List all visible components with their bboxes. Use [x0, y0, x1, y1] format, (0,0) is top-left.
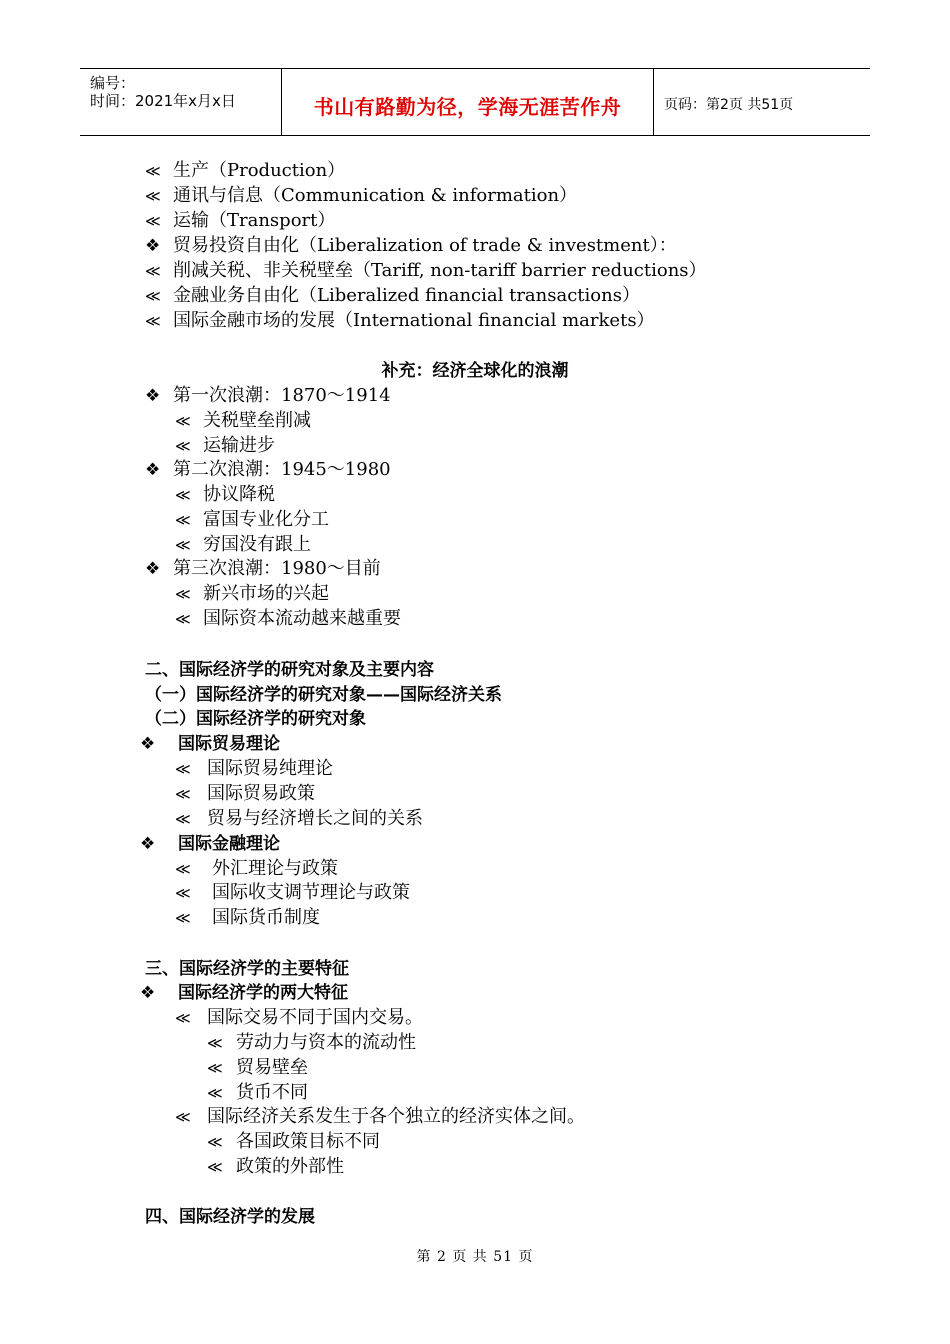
arrow-bullet-icon: ≪ [175, 536, 191, 554]
list-item: ≪ 贸易壁垒 [207, 1057, 308, 1078]
diamond-bullet-icon: ❖ [145, 559, 161, 579]
arrow-bullet-icon: ≪ [175, 511, 191, 529]
section-heading: 二、国际经济学的研究对象及主要内容 [145, 660, 434, 680]
list-item: ≪ 劳动力与资本的流动性 [207, 1032, 416, 1053]
arrow-bullet-icon: ≪ [207, 1084, 223, 1102]
diamond-bullet-icon: ❖ [140, 983, 156, 1003]
list-item: ≪ 各国政策目标不同 [207, 1131, 380, 1152]
arrow-bullet-icon: ≪ [175, 486, 191, 504]
list-item: ≪ 通讯与信息（Communication & information） [145, 185, 578, 206]
list-item: ≪ 富国专业化分工 [175, 509, 329, 530]
subsection-heading: （二）国际经济学的研究对象 [145, 709, 366, 729]
arrow-bullet-icon: ≪ [207, 1034, 223, 1052]
list-item: ≪ 穷国没有跟上 [175, 534, 311, 555]
list-item: ≪ 削减关税、非关税壁垒（Tariff, non-tariff barrier reductions） [145, 260, 707, 281]
diamond-bullet-icon: ❖ [145, 460, 161, 480]
list-item: ❖ 国际金融理论 [140, 834, 280, 854]
arrow-bullet-icon: ≪ [175, 884, 191, 902]
arrow-bullet-icon: ≪ [175, 1009, 191, 1027]
arrow-bullet-icon: ≪ [175, 1108, 191, 1126]
list-item: ❖ 第一次浪潮：1870～1914 [145, 385, 391, 406]
list-item: ≪ 运输（Transport） [145, 210, 336, 231]
header-meta [80, 69, 282, 135]
list-item: ≪ 新兴市场的兴起 [175, 583, 329, 604]
arrow-bullet-icon: ≪ [175, 412, 191, 430]
list-item: ❖ 国际经济学的两大特征 [140, 983, 348, 1003]
arrow-bullet-icon: ≪ [207, 1059, 223, 1077]
list-item: ≪ 货币不同 [207, 1082, 308, 1103]
diamond-bullet-icon: ❖ [145, 386, 161, 406]
arrow-bullet-icon: ≪ [207, 1158, 223, 1176]
section-heading: 三、国际经济学的主要特征 [145, 959, 349, 979]
header-table [80, 68, 870, 136]
list-item: ≪ 政策的外部性 [207, 1156, 344, 1177]
arrow-bullet-icon: ≪ [145, 162, 161, 180]
list-item: ❖ 第二次浪潮：1945～1980 [145, 459, 391, 480]
list-item: ❖ 第三次浪潮：1980～目前 [145, 558, 381, 579]
arrow-bullet-icon: ≪ [175, 860, 191, 878]
arrow-bullet-icon: ≪ [145, 287, 161, 305]
header-page-cell [654, 69, 870, 135]
arrow-bullet-icon: ≪ [175, 437, 191, 455]
arrow-bullet-icon: ≪ [175, 810, 191, 828]
list-item: ≪ 国际交易不同于国内交易。 [175, 1007, 423, 1028]
list-item: ≪ 国际货币制度 [175, 907, 320, 928]
header-motto-cell [282, 69, 654, 135]
list-item: ≪ 金融业务自由化（Liberalized financial transactions） [145, 285, 640, 306]
list-item: ≪ 贸易与经济增长之间的关系 [175, 808, 423, 829]
arrow-bullet-icon: ≪ [175, 585, 191, 603]
arrow-bullet-icon: ≪ [145, 262, 161, 280]
list-item: ≪ 协议降税 [175, 484, 275, 505]
arrow-bullet-icon: ≪ [145, 187, 161, 205]
list-item: ≪ 国际贸易政策 [175, 783, 315, 804]
arrow-bullet-icon: ≪ [207, 1133, 223, 1151]
list-item: ❖ 贸易投资自由化（Liberalization of trade & investment）： [145, 235, 677, 256]
list-item: ≪ 国际收支调节理论与政策 [175, 882, 410, 903]
list-item: ≪ 国际贸易纯理论 [175, 758, 333, 779]
list-item: ≪ 国际经济关系发生于各个独立的经济实体之间。 [175, 1106, 585, 1127]
arrow-bullet-icon: ≪ [145, 212, 161, 230]
list-item: ≪ 运输进步 [175, 435, 275, 456]
list-item: ≪ 生产（Production） [145, 160, 346, 181]
diamond-bullet-icon: ❖ [140, 734, 156, 754]
list-item: ≪ 外汇理论与政策 [175, 858, 338, 879]
list-item: ❖ 国际贸易理论 [140, 734, 280, 754]
arrow-bullet-icon: ≪ [175, 909, 191, 927]
section-heading: 四、国际经济学的发展 [145, 1207, 315, 1227]
subsection-heading: （一）国际经济学的研究对象——国际经济关系 [145, 685, 502, 705]
section-subtitle: 补充：经济全球化的浪潮 [381, 361, 569, 381]
header-motto: 书山有路勤为径，学海无涯苦作舟 [313, 95, 622, 119]
list-item: ≪ 国际金融市场的发展（International financial markets） [145, 310, 655, 331]
doc-number-label: 编号： [90, 74, 136, 92]
arrow-bullet-icon: ≪ [175, 785, 191, 803]
diamond-bullet-icon: ❖ [140, 834, 156, 854]
list-item: ≪ 关税壁垒削减 [175, 410, 311, 431]
list-item: ≪ 国际资本流动越来越重要 [175, 608, 401, 629]
arrow-bullet-icon: ≪ [175, 760, 191, 778]
diamond-bullet-icon: ❖ [145, 236, 161, 256]
arrow-bullet-icon: ≪ [175, 610, 191, 628]
page-footer: 第 2 页 共 51 页 [416, 1249, 534, 1265]
arrow-bullet-icon: ≪ [145, 312, 161, 330]
doc-date: 时间：2021年x月x日 [90, 92, 236, 110]
header-page-info: 页码：第2页 共51页 [664, 97, 794, 113]
